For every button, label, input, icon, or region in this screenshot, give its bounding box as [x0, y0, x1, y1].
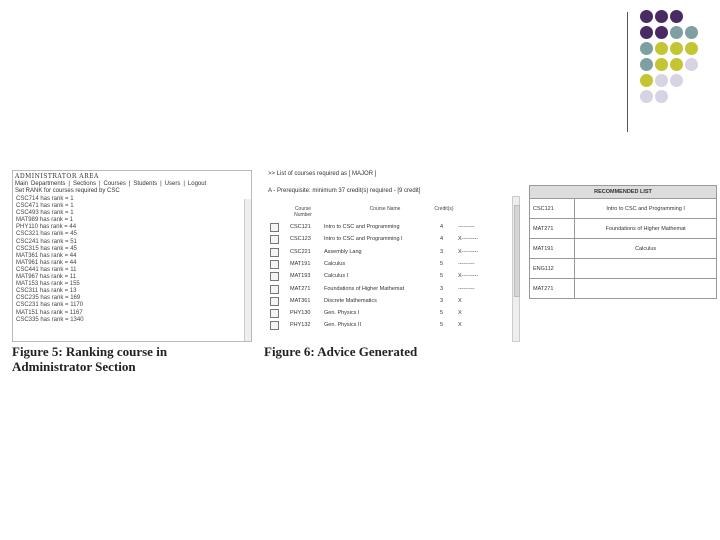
- rank-item[interactable]: CSC231 has rank = 1170: [16, 302, 84, 309]
- rank-item[interactable]: MAT153 has rank = 155: [16, 281, 80, 288]
- course-name: Calculus I: [324, 273, 349, 280]
- menu-separator: |: [128, 181, 131, 187]
- prerequisite-line: A - Prerequisite: minimum 37 credit(s) required - [9 credit]: [268, 188, 421, 194]
- course-code: PHY130: [290, 310, 311, 317]
- divider-line: [627, 12, 628, 132]
- decor-dot: [655, 26, 668, 39]
- course-code: MAT193: [290, 273, 311, 280]
- course-checkbox[interactable]: [270, 272, 279, 281]
- rank-item[interactable]: PHY110 has rank = 44: [16, 224, 77, 231]
- decor-dot: [640, 90, 653, 103]
- recommended-code: MAT271: [530, 219, 575, 239]
- decor-dot: [640, 42, 653, 55]
- rank-item[interactable]: CSC315 has rank = 45: [16, 245, 77, 252]
- course-list-title: >> List of courses required as [ MAJOR ]: [268, 171, 377, 177]
- header-credits: Credit(s): [434, 206, 454, 212]
- rank-list-scrollbar[interactable]: [244, 199, 251, 341]
- figure5-admin-panel: [12, 170, 252, 342]
- rank-item[interactable]: MAT967 has rank = 11: [16, 274, 76, 281]
- figure5-caption-line-1: Figure 5: Ranking course in: [12, 344, 168, 359]
- recommended-name: [575, 259, 717, 279]
- rank-item[interactable]: CSC441 has rank = 11: [16, 266, 77, 273]
- admin-menu-item[interactable]: Sections: [72, 181, 96, 187]
- recommended-list-table: [529, 185, 717, 299]
- course-name: Gen. Physics I: [324, 310, 360, 317]
- course-checkbox[interactable]: [270, 260, 279, 269]
- rank-item[interactable]: MAT989 has rank = 1: [16, 217, 74, 224]
- recommended-code: MAT191: [530, 239, 575, 259]
- decor-dot: [685, 42, 698, 55]
- admin-menu-item[interactable]: Main: [15, 181, 29, 187]
- recommended-name: Foundations of Higher Mathemat: [575, 219, 717, 239]
- course-row: [268, 222, 508, 233]
- admin-menu-item[interactable]: Students: [133, 181, 158, 187]
- course-row: [268, 271, 508, 282]
- menu-separator: |: [183, 181, 185, 187]
- figure5-caption-line-2: Administrator Section: [12, 359, 136, 374]
- scrollbar-thumb[interactable]: [514, 205, 520, 297]
- decor-dot: [670, 10, 683, 23]
- course-code: CSC123: [290, 236, 311, 243]
- course-name: Discrete Mathematics: [324, 297, 377, 304]
- admin-area-title: ADMINISTRATOR AREA: [15, 173, 99, 180]
- course-row: [268, 247, 508, 258]
- recommended-row: [530, 259, 717, 279]
- rank-item[interactable]: CSC714 has rank = 1: [16, 196, 74, 202]
- decor-dot: [655, 42, 668, 55]
- course-code: CSC221: [290, 248, 311, 255]
- recommended-code: MAT271: [530, 279, 575, 299]
- decor-dot: [670, 26, 683, 39]
- rank-item[interactable]: CSC493 has rank = 1: [16, 210, 74, 217]
- recommended-row: [530, 199, 717, 219]
- rank-item[interactable]: MAT361 has rank = 44: [16, 252, 77, 259]
- course-status-mark: ---------: [458, 224, 475, 230]
- admin-menu-item[interactable]: Logout: [187, 181, 207, 187]
- course-name: Assembly Lang: [324, 248, 362, 255]
- decor-dot: [640, 58, 653, 71]
- course-checkbox[interactable]: [270, 285, 279, 294]
- course-row: [268, 284, 508, 295]
- course-code: CSC121: [290, 224, 311, 230]
- course-credit: 5: [440, 310, 444, 317]
- course-code: MAT191: [290, 260, 311, 267]
- course-credit: 4: [440, 236, 444, 243]
- course-checkbox[interactable]: [270, 223, 279, 232]
- menu-separator: |: [160, 181, 162, 187]
- course-status-mark: ---------: [458, 285, 475, 292]
- recommended-row: [530, 239, 717, 259]
- figure6-advice-panel: [264, 170, 522, 342]
- decor-dot: [670, 42, 683, 55]
- admin-menu-item[interactable]: Courses: [103, 181, 126, 187]
- decor-dot: [640, 10, 653, 23]
- decor-dot: [655, 10, 668, 23]
- recommended-name: Intro to CSC and Programming I: [575, 199, 717, 219]
- course-status-mark: X: [458, 322, 462, 329]
- course-credit: 4: [440, 224, 444, 230]
- course-name: Foundations of Higher Mathemat: [324, 285, 405, 292]
- course-row: [268, 308, 508, 319]
- menu-separator: |: [98, 181, 101, 187]
- course-name: Intro to CSC and Programming: [324, 224, 400, 230]
- course-status-mark: X: [458, 297, 462, 304]
- course-status-mark: ---------: [458, 260, 475, 267]
- course-checkbox[interactable]: [270, 297, 279, 306]
- course-checkbox[interactable]: [270, 248, 279, 257]
- figure5-caption: [12, 344, 167, 374]
- decor-dot: [685, 26, 698, 39]
- course-credit: 5: [440, 322, 444, 329]
- rank-heading: Set RANK for courses required by CSC: [15, 188, 120, 194]
- course-credit: 3: [440, 285, 444, 292]
- course-checkbox[interactable]: [270, 235, 279, 244]
- course-status-mark: X: [458, 310, 462, 317]
- figure6-caption: Figure 6: Advice Generated: [264, 344, 418, 359]
- course-row: [268, 296, 508, 307]
- admin-menu: [15, 181, 251, 187]
- course-credit: 5: [440, 273, 444, 280]
- rank-list: [13, 196, 251, 324]
- admin-menu-item[interactable]: Users: [164, 181, 181, 187]
- course-name: Gen. Physics II: [324, 322, 361, 329]
- admin-menu-item[interactable]: Departments: [31, 181, 66, 187]
- header-course-number: Course Number: [294, 206, 312, 218]
- course-checkbox[interactable]: [270, 309, 279, 318]
- course-row: [268, 320, 508, 331]
- rank-item[interactable]: MAT961 has rank = 44: [16, 259, 77, 266]
- rank-item[interactable]: CSC471 has rank = 1: [16, 203, 74, 210]
- course-credit: 3: [440, 297, 444, 304]
- course-list-scrollbar[interactable]: [512, 196, 520, 342]
- rank-item[interactable]: CSC335 has rank = 1340: [16, 316, 84, 323]
- recommended-code: ENG112: [530, 259, 575, 279]
- header-course-name: Course Name: [369, 206, 401, 212]
- course-name: Calculus: [324, 260, 346, 267]
- recommended-code: CSC121: [530, 199, 575, 219]
- course-row: [268, 234, 508, 245]
- recommended-name: Calculus: [575, 239, 717, 259]
- course-name: Intro to CSC and Programming I: [324, 236, 403, 243]
- course-code: MAT361: [290, 297, 311, 304]
- recommended-row: [530, 219, 717, 239]
- recommended-list-title: RECOMMENDED LIST: [530, 186, 717, 199]
- rank-item[interactable]: CSC235 has rank = 169: [16, 295, 81, 302]
- rank-item[interactable]: MAT151 has rank = 1167: [16, 309, 83, 316]
- decor-dot: [640, 26, 653, 39]
- course-status-mark: X---------: [458, 273, 479, 280]
- menu-separator: |: [68, 181, 70, 187]
- decor-dot: [655, 58, 668, 71]
- course-status-mark: X---------: [458, 248, 479, 255]
- course-credit: 5: [440, 260, 444, 267]
- decor-dot: [670, 74, 683, 87]
- rank-item[interactable]: CSC311 has rank = 13: [16, 288, 77, 295]
- rank-item[interactable]: CSC241 has rank = 51: [16, 238, 77, 245]
- course-row: [268, 259, 508, 270]
- recommended-row: [530, 279, 717, 299]
- rank-item[interactable]: CSC321 has rank = 45: [16, 231, 77, 238]
- decor-dot: [670, 58, 683, 71]
- course-status-mark: X---------: [458, 236, 479, 243]
- recommended-name: [575, 279, 717, 299]
- decor-dot: [655, 90, 668, 103]
- course-checkbox[interactable]: [270, 321, 279, 330]
- decorative-dot-grid: [640, 10, 720, 122]
- decor-dot: [640, 74, 653, 87]
- course-credit: 3: [440, 248, 444, 255]
- decor-dot: [655, 74, 668, 87]
- course-code: MAT271: [290, 285, 311, 292]
- decor-dot: [685, 58, 698, 71]
- course-code: PHY132: [290, 322, 311, 329]
